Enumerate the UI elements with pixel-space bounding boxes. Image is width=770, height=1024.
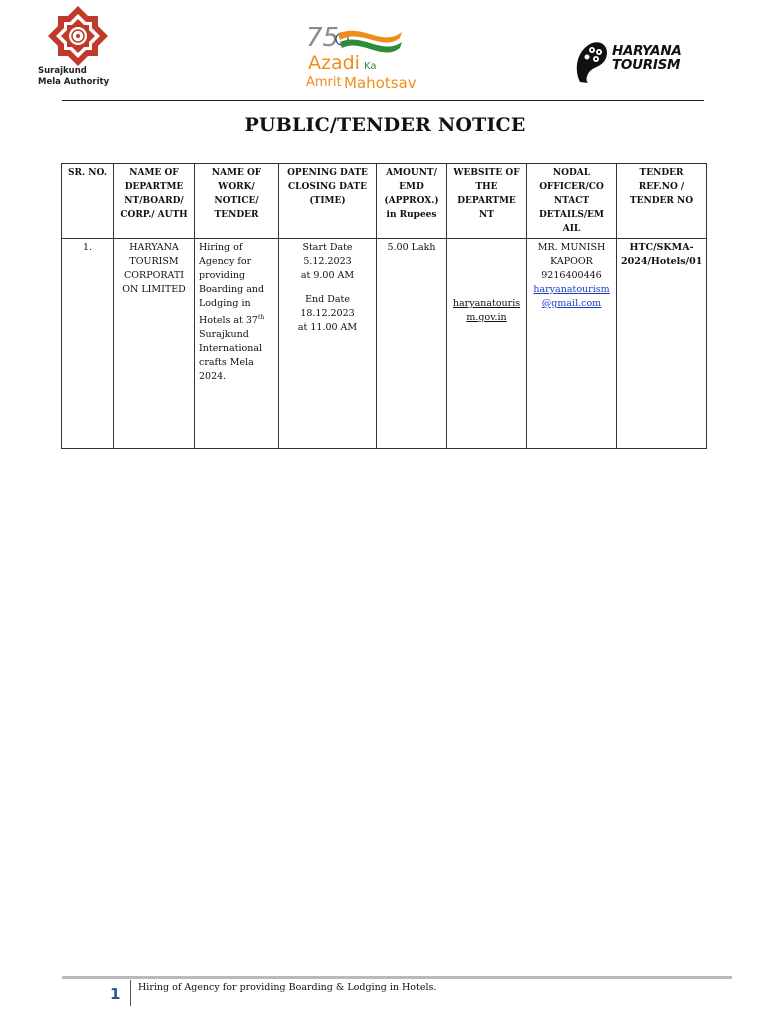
footer-separator <box>130 980 131 1006</box>
officer-name: MR. MUNISH KAPOOR <box>537 242 606 267</box>
end-time: at 11.00 AM <box>297 322 358 333</box>
haryana-tourism-logo <box>572 38 697 86</box>
page-title: PUBLIC/TENDER NOTICE <box>244 114 526 136</box>
skma-caption <box>38 66 109 88</box>
header-work: NAME OF WORK/ NOTICE/ TENDER <box>195 164 279 239</box>
cell-department: HARYANA TOURISM CORPORATI ON LIMITED <box>114 239 195 449</box>
azadi-text: Azadi <box>308 52 360 74</box>
header-nodal-officer: NODAL OFFICER/CO NTACT DETAILS/EM AIL <box>527 164 617 239</box>
work-text-a: Hiring of Agency for providing Boarding and Lodging in Hotels at 37 <box>199 242 265 327</box>
page-number: 1 <box>110 985 121 1003</box>
header-sr-no: SR. NO. <box>62 164 114 239</box>
skma-caption-line2: Mela Authority <box>38 77 110 87</box>
end-date-label: End Date <box>305 294 350 305</box>
skma-caption-line1: Surajkund <box>38 66 87 76</box>
cell-tender-ref: HTC/SKMA-2024/Hotels/01 <box>617 239 707 449</box>
cell-sr-no: 1. <box>62 239 114 449</box>
ht-line2: TOURISM <box>612 57 681 73</box>
azadi-ka-amrit-mahotsav-logo <box>302 20 432 95</box>
officer-email-link[interactable]: haryanatourism@gmail.com <box>533 284 610 309</box>
header-department: NAME OF DEPARTME NT/BOARD/ CORP./ AUTH <box>114 164 195 239</box>
amrit-text: Amrit <box>306 75 342 90</box>
footer-text: Hiring of Agency for providing Boarding & Lodging in Hotels. <box>138 982 437 993</box>
work-text-b: Surajkund International crafts Mela 2024. <box>199 329 263 383</box>
website-link[interactable]: haryanatourism.gov.in <box>452 298 521 323</box>
officer-phone: 9216400446 <box>541 270 602 281</box>
header-amount: AMOUNT/ EMD (APPROX.) in Rupees <box>377 164 447 239</box>
ht-line1: HARYANA <box>612 43 682 59</box>
start-date: 5.12.2023 <box>303 256 352 267</box>
tender-table <box>61 163 707 449</box>
header-tender-ref: TENDER REF.NO / TENDER NO <box>617 164 707 239</box>
haryana-tourism-wordmark <box>612 44 681 72</box>
end-date: 18.12.2023 <box>300 308 355 319</box>
start-date-label: Start Date <box>302 242 353 253</box>
header-website: WEBSITE OF THE DEPARTME NT <box>447 164 527 239</box>
azadi-ka-text: Ka <box>364 61 377 72</box>
cell-work <box>195 239 279 449</box>
cell-amount: 5.00 Lakh <box>377 239 447 449</box>
footer-divider <box>62 976 732 979</box>
header-dates: OPENING DATE CLOSING DATE (TIME) <box>279 164 377 239</box>
table-row <box>62 239 707 449</box>
cell-nodal-officer <box>527 239 617 449</box>
letterhead <box>0 0 770 110</box>
cell-website <box>447 239 527 449</box>
header-divider <box>62 100 704 101</box>
mahotsav-text: Mahotsav <box>344 74 417 92</box>
cell-dates <box>279 239 377 449</box>
work-superscript: th <box>257 314 265 321</box>
start-time: at 9.00 AM <box>300 270 355 281</box>
peacock-icon <box>572 38 612 84</box>
table-header-row <box>62 164 707 239</box>
azadi-75-text: 75 <box>306 23 340 53</box>
